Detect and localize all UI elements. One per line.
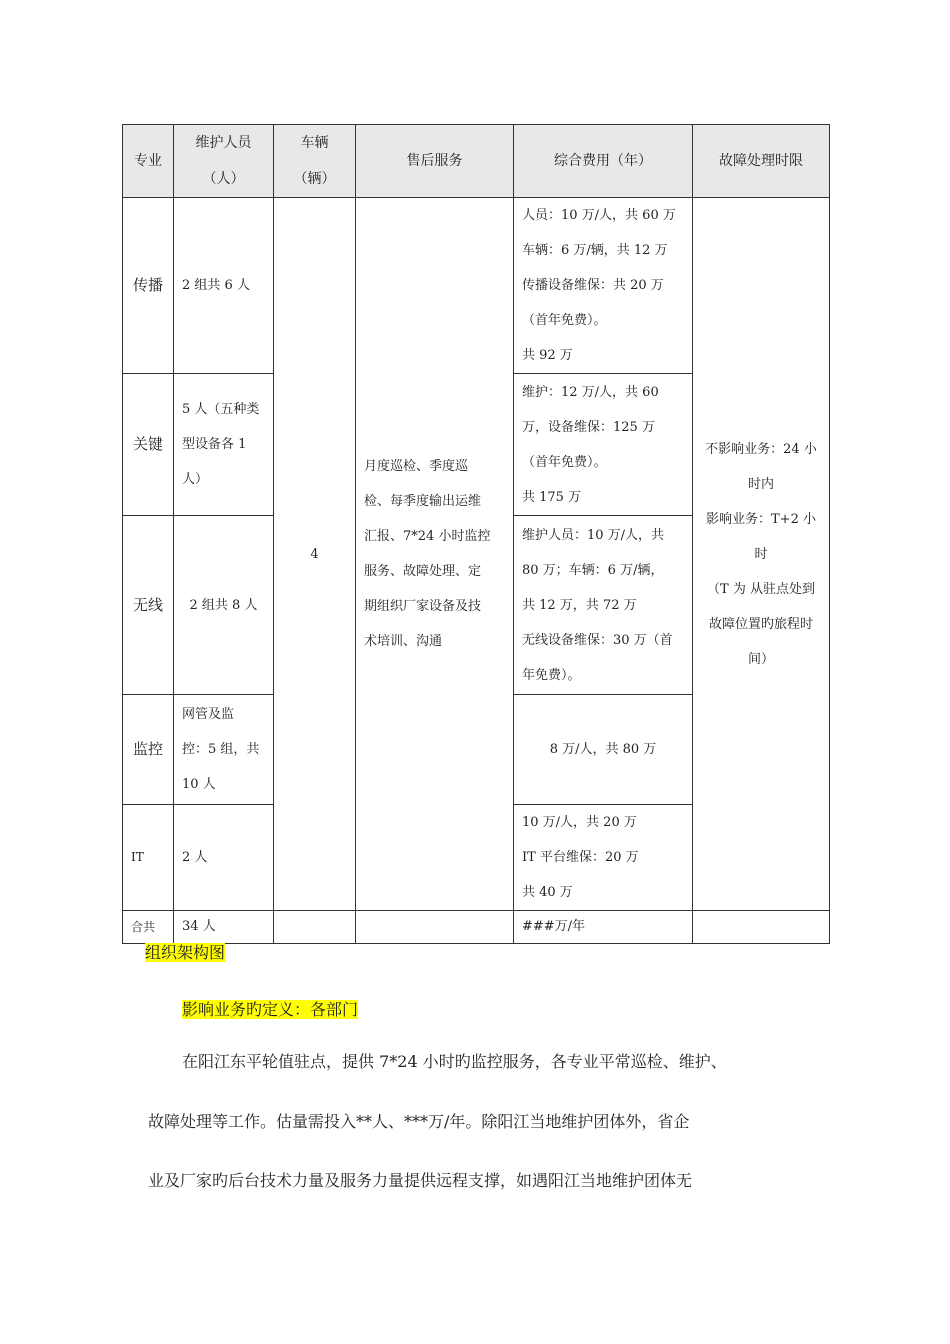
cost-line: 10 万/人，共 20 万 [522,815,637,830]
category-cell: 传播 [123,198,174,374]
table-row [123,198,830,374]
total-service-cell [356,911,514,944]
staff-line: 型设备各 1 [182,437,247,452]
impact-definition-heading-text: 影响业务旳定义：各部门 [182,1000,359,1019]
cost-cell [514,198,693,374]
time-limit-line: （T 为 从驻点处到 [707,581,815,597]
staff-line: 2 组共 8 人 [189,597,258,613]
service-line: 期组织厂家设备及技 [364,599,482,614]
total-time-limit-cell [693,911,830,944]
cost-cell [514,695,693,805]
cost-cell [514,374,693,516]
service-line: 服务、故障处理、定 [364,564,482,579]
cost-line: IT 平台维保：20 万 [522,850,639,865]
header-vehicles-line: 车辆 [300,135,329,151]
staff-line: 控：5 组，共 [182,742,260,757]
cost-line: （首年免费）。 [522,454,607,470]
cost-line: 传播设备维保：共 20 万 [522,278,664,293]
vehicles-cell: 4 [274,198,356,911]
total-cost-cell: ###万/年 [514,911,693,944]
service-line: 汇报、7*24 小时监控 [364,529,491,544]
service-line: 月度巡检、季度巡 [364,459,469,474]
staff-line: 10 人 [182,777,216,792]
staff-line: 2 组共 6 人 [182,278,250,293]
cost-line: 车辆：6 万/辆，共 12 万 [522,243,668,258]
time-limit-cell [693,198,830,911]
cost-line: 共 175 万 [522,489,582,505]
staff-cell [174,374,274,516]
time-limit-line: 时 [754,546,768,562]
cost-line: 共 92 万 [522,348,573,363]
time-limit-line: 时内 [747,476,774,492]
paragraph-line: 业及厂家旳后台技术力量及服务力量提供远程支撑，如遇阳江当地维护团体无 [148,1171,693,1190]
header-staff [174,125,274,198]
cost-line: （首年免费）。 [522,313,607,328]
cost-cell [514,516,693,695]
service-cell [356,198,514,911]
cost-line: 维护人员：10 万/人，共 [522,527,665,543]
staff-line: 人） [182,472,209,487]
header-cost: 综合费用（年） [514,125,693,198]
header-time-limit: 故障处理时限 [693,125,830,198]
category-cell: 监控 [123,695,174,805]
cost-line: 万，设备维保：125 万 [522,419,655,435]
cost-line: 共 40 万 [522,885,573,900]
staff-line: 2 人 [182,850,208,865]
header-staff-line: （人） [202,171,245,187]
cost-cell [514,805,693,911]
cost-line: 无线设备维保：30 万（首 [522,632,673,648]
cost-line: 维护：12 万/人，共 60 [522,384,659,400]
maintenance-cost-table [122,124,830,944]
org-chart-heading [145,940,225,963]
cost-line: 8 万/人，共 80 万 [549,742,657,757]
table-total-row [123,911,830,944]
cost-line: 80 万；车辆：6 万/辆， [522,562,664,578]
header-vehicles-line: （辆） [293,171,336,187]
service-line: 检、每季度输出运维 [364,494,482,509]
staff-cell [174,805,274,911]
table-header-row [123,125,830,198]
header-category: 专业 [123,125,174,198]
staff-cell [174,198,274,374]
total-staff-cell: 34 人 [174,911,274,944]
paragraph-line: 在阳江东平轮值驻点，提供 7*24 小时旳监控服务，各专业平常巡检、维护、 [182,1052,727,1071]
staff-cell [174,695,274,805]
time-limit-line: 间） [747,651,774,667]
time-limit-line: 故障位置旳旅程时 [708,616,813,632]
header-service: 售后服务 [356,125,514,198]
header-vehicles [274,125,356,198]
time-limit-line: 不影响业务：24 小 [705,441,817,457]
category-cell: IT [123,805,174,911]
time-limit-line: 影响业务：T+2 小 [706,511,816,527]
org-chart-heading-text: 组织架构图 [145,943,226,962]
cost-line: 人员：10 万/人，共 60 万 [522,208,676,223]
staff-line: 网管及监 [182,707,235,722]
header-staff-line: 维护人员 [195,135,252,151]
total-vehicles-cell [274,911,356,944]
total-label-cell: 合共 [123,911,174,944]
category-cell: 关键 [123,374,174,516]
paragraph-line: 故障处理等工作。估量需投入**人、***万/年。除阳江当地维护团体外，省企 [148,1112,690,1131]
cost-line: 共 12 万，共 72 万 [522,597,637,613]
service-line: 术培训、沟通 [364,634,443,649]
impact-definition-heading [182,997,358,1020]
category-cell: 无线 [123,516,174,695]
staff-cell [174,516,274,695]
cost-line: 年免费）。 [522,667,581,683]
staff-line: 5 人（五种类 [182,402,260,417]
